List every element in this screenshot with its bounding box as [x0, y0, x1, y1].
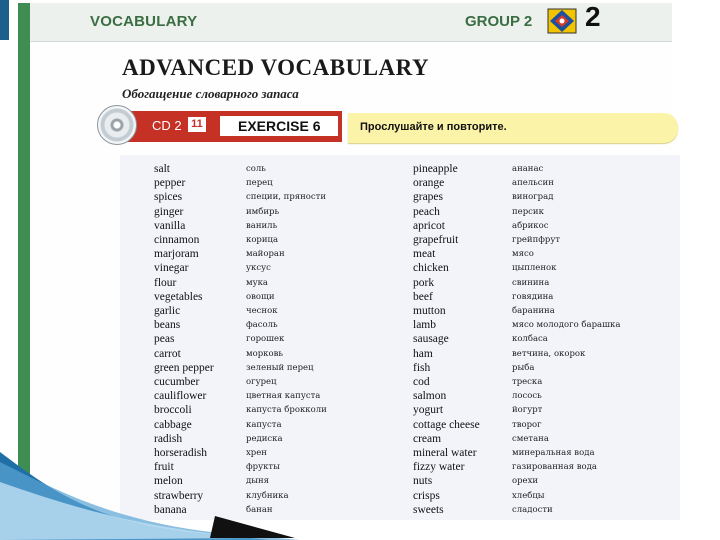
english-word: cream	[413, 432, 442, 445]
english-word: chicken	[413, 262, 449, 275]
russian-translation: фасоль	[246, 320, 278, 331]
russian-translation: ананас	[512, 164, 544, 174]
right-vocab-row	[120, 219, 680, 233]
english-word: vegetables	[154, 290, 203, 303]
russian-translation: ветчина, окорок	[512, 348, 586, 359]
english-word: peach	[413, 205, 440, 218]
english-word: cod	[413, 376, 430, 388]
russian-translation: морковь	[246, 348, 284, 359]
english-word: radish	[154, 432, 183, 445]
english-word: yogurt	[413, 404, 444, 417]
right-vocab-row	[120, 389, 680, 403]
group-label: GROUP 2	[465, 13, 533, 30]
russian-translation: мясо	[512, 249, 534, 260]
english-word: cinnamon	[154, 234, 200, 246]
textbook-page	[18, 3, 672, 518]
page-subtitle: Обогащение словарного запаса	[122, 86, 299, 101]
english-word: spices	[154, 191, 183, 204]
russian-translation: рыба	[512, 362, 535, 373]
russian-translation: грейпфрут	[512, 235, 561, 245]
english-word: salt	[154, 163, 170, 175]
track-number-badge: 11	[188, 117, 206, 132]
english-word: marjoram	[154, 248, 199, 261]
english-word: cauliflower	[154, 390, 207, 403]
right-vocab-row	[120, 304, 680, 318]
group-logo-icon	[547, 7, 577, 35]
instruction-text: Прослушайте и повторите.	[360, 121, 507, 133]
english-word: pepper	[154, 177, 186, 190]
english-word: beans	[154, 319, 181, 332]
right-vocab-row	[120, 233, 680, 247]
russian-translation: цыпленок	[512, 263, 557, 274]
page-header-band	[30, 3, 672, 42]
english-word: nuts	[413, 475, 433, 488]
english-word: cottage cheese	[413, 418, 480, 431]
english-word: fizzy water	[413, 461, 465, 474]
russian-translation: виноград	[512, 192, 554, 203]
russian-translation: перец	[246, 178, 273, 189]
english-word: garlic	[154, 305, 181, 317]
russian-translation: дыня	[246, 476, 270, 487]
english-word: sausage	[413, 333, 449, 346]
right-vocab-row	[120, 205, 680, 219]
russian-translation: банан	[246, 504, 273, 515]
russian-translation: свинина	[512, 277, 550, 288]
russian-translation: специи, пряности	[246, 192, 327, 203]
english-word: lamb	[413, 319, 436, 332]
english-word: orange	[413, 177, 445, 190]
english-word: vinegar	[154, 262, 189, 275]
russian-translation: зеленый перец	[246, 362, 314, 373]
english-word: flour	[154, 276, 177, 289]
russian-translation: капуста брокколи	[246, 405, 327, 416]
russian-translation: имбирь	[246, 206, 280, 217]
russian-translation: сметана	[512, 433, 549, 444]
russian-translation: абрикос	[512, 220, 549, 231]
russian-translation: лосось	[512, 391, 542, 402]
english-word: beef	[413, 290, 433, 303]
english-word: ham	[413, 347, 433, 360]
right-vocab-row	[120, 332, 680, 346]
english-word: green pepper	[154, 361, 214, 374]
russian-translation: клубника	[246, 490, 289, 501]
russian-translation: хрен	[246, 448, 267, 458]
english-word: mutton	[413, 305, 446, 317]
english-word: ginger	[154, 205, 184, 218]
russian-translation: апельсин	[512, 178, 554, 189]
english-word: cucumber	[154, 376, 200, 388]
english-word: crisps	[413, 489, 440, 502]
section-label: VOCABULARY	[90, 13, 198, 30]
right-vocab-row	[120, 247, 680, 261]
english-word: horseradish	[154, 447, 208, 459]
english-word: grapes	[413, 191, 444, 204]
slide-accent-bar	[0, 0, 9, 40]
right-vocab-row	[120, 375, 680, 389]
right-vocab-row	[120, 190, 680, 204]
russian-translation: газированная вода	[512, 462, 597, 473]
right-vocab-row	[120, 162, 680, 176]
exercise-title: EXERCISE 6	[220, 116, 338, 136]
english-word: carrot	[154, 347, 181, 360]
english-word: salmon	[413, 390, 447, 403]
russian-translation: орехи	[512, 476, 539, 487]
russian-translation: уксус	[246, 263, 271, 274]
russian-translation: сладости	[512, 504, 553, 515]
english-word: pork	[413, 276, 435, 289]
right-vocab-row	[120, 347, 680, 361]
cd-disc-icon	[97, 105, 137, 145]
russian-translation: мука	[246, 277, 268, 288]
russian-translation: творог	[512, 419, 542, 430]
english-word: pineapple	[413, 163, 458, 175]
page-title: ADVANCED VOCABULARY	[122, 55, 430, 80]
right-vocab-row	[120, 261, 680, 275]
russian-translation: чеснок	[246, 306, 278, 316]
russian-translation: фрукты	[246, 462, 280, 473]
english-word: broccoli	[154, 404, 192, 417]
english-word: mineral water	[413, 447, 477, 459]
russian-translation: майоран	[246, 249, 285, 260]
russian-translation: капуста	[246, 419, 282, 430]
russian-translation: треска	[512, 377, 543, 387]
right-vocab-row	[120, 403, 680, 417]
russian-translation: ваниль	[246, 220, 278, 231]
russian-translation: баранина	[512, 306, 555, 316]
slide-bottom-wave	[0, 452, 720, 540]
russian-translation: говядина	[512, 291, 554, 302]
right-vocab-row	[120, 318, 680, 332]
right-vocab-row	[120, 290, 680, 304]
russian-translation: огурец	[246, 377, 277, 387]
cd-label: CD 2	[152, 118, 182, 133]
english-word: peas	[154, 333, 175, 346]
english-word: banana	[154, 503, 187, 516]
russian-translation: минеральная вода	[512, 448, 595, 458]
english-word: vanilla	[154, 219, 186, 232]
right-vocab-row	[120, 418, 680, 432]
right-vocab-row	[120, 176, 680, 190]
english-word: fish	[413, 361, 431, 374]
russian-translation: редиска	[246, 433, 283, 444]
russian-translation: хлебцы	[512, 490, 545, 501]
english-word: fruit	[154, 461, 174, 474]
russian-translation: йогурт	[512, 405, 543, 416]
group-number: 2	[585, 1, 601, 32]
right-vocab-row	[120, 432, 680, 446]
russian-translation: мясо молодого барашка	[512, 320, 621, 331]
russian-translation: горошек	[246, 334, 285, 345]
russian-translation: соль	[246, 164, 266, 174]
english-word: apricot	[413, 219, 445, 232]
english-word: sweets	[413, 503, 444, 516]
english-word: grapefruit	[413, 234, 459, 246]
english-word: cabbage	[154, 418, 192, 431]
english-word: melon	[154, 475, 183, 488]
russian-translation: корица	[246, 235, 279, 245]
russian-translation: персик	[512, 206, 544, 217]
russian-translation: колбаса	[512, 334, 548, 345]
english-word: meat	[413, 248, 436, 261]
russian-translation: овощи	[246, 291, 275, 302]
english-word: strawberry	[154, 489, 204, 502]
right-vocab-row	[120, 361, 680, 375]
russian-translation: цветная капуста	[246, 391, 321, 402]
right-vocab-row	[120, 276, 680, 290]
